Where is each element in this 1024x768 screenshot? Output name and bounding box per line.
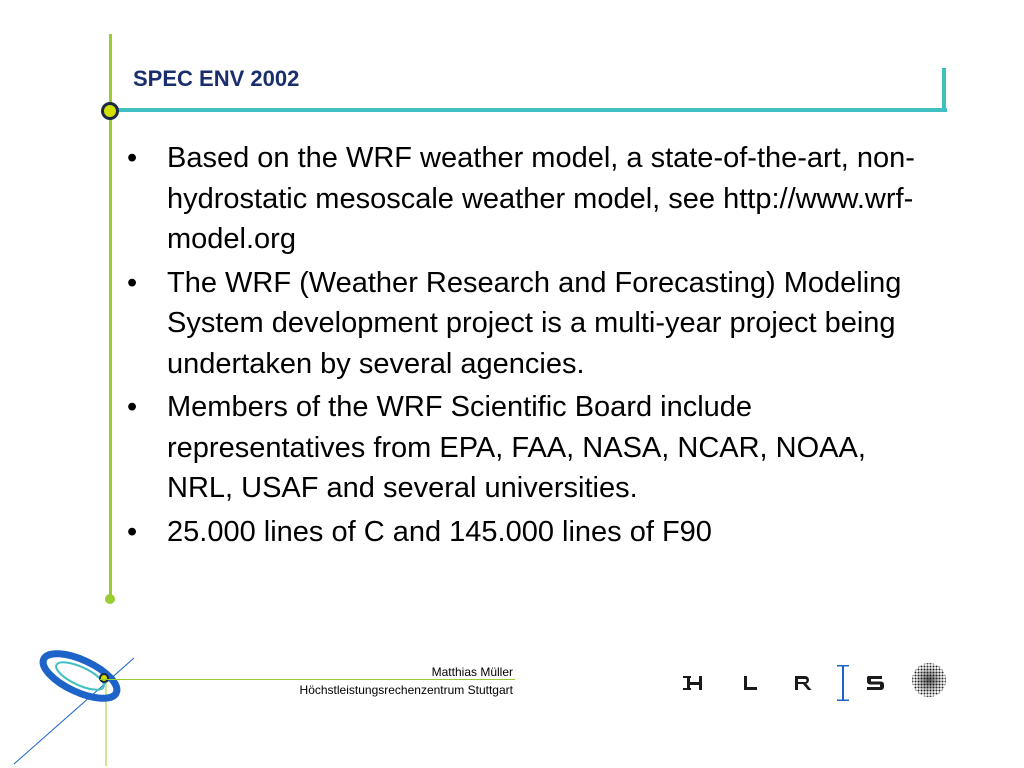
bullet-icon: • (127, 266, 138, 299)
bullet-item (125, 387, 925, 509)
hlrs-logo (683, 662, 888, 704)
corner-node-icon (101, 102, 119, 120)
title-underline (111, 108, 947, 112)
slide-title: SPEC ENV 2002 (133, 66, 300, 91)
bullet-icon: • (127, 391, 138, 423)
left-accent-dot (105, 594, 115, 604)
bullet-list (125, 138, 925, 555)
bullet-text: Based on the WRF weather model, a state-of-the-art, non-hydrostatic mesoscale weather model, see http://www.wrf-model.org (167, 142, 915, 255)
bullet-icon: • (127, 515, 138, 548)
halftone-seal-icon (911, 662, 947, 698)
bullet-text: The WRF (Weather Research and Forecasting) Modeling System development project is a multi-year project being undertaken by several agencies. (167, 266, 902, 380)
right-accent-line (942, 68, 946, 112)
footer-author: Matthias Müller (431, 665, 513, 679)
bullet-item (125, 263, 925, 385)
footer-divider (100, 679, 515, 680)
footer-organization: Höchstleistungsrechenzentrum Stuttgart (299, 683, 513, 697)
orbit-logo-icon (0, 640, 140, 768)
bullet-item (125, 512, 925, 553)
bullet-item (125, 138, 925, 260)
bullet-text: Members of the WRF Scientific Board include representatives from EPA, FAA, NASA, NCAR, NOAA, NRL, USAF and several universities. (167, 391, 866, 504)
bullet-text: 25.000 lines of C and 145.000 lines of F90 (167, 515, 712, 548)
bullet-icon: • (127, 142, 138, 174)
